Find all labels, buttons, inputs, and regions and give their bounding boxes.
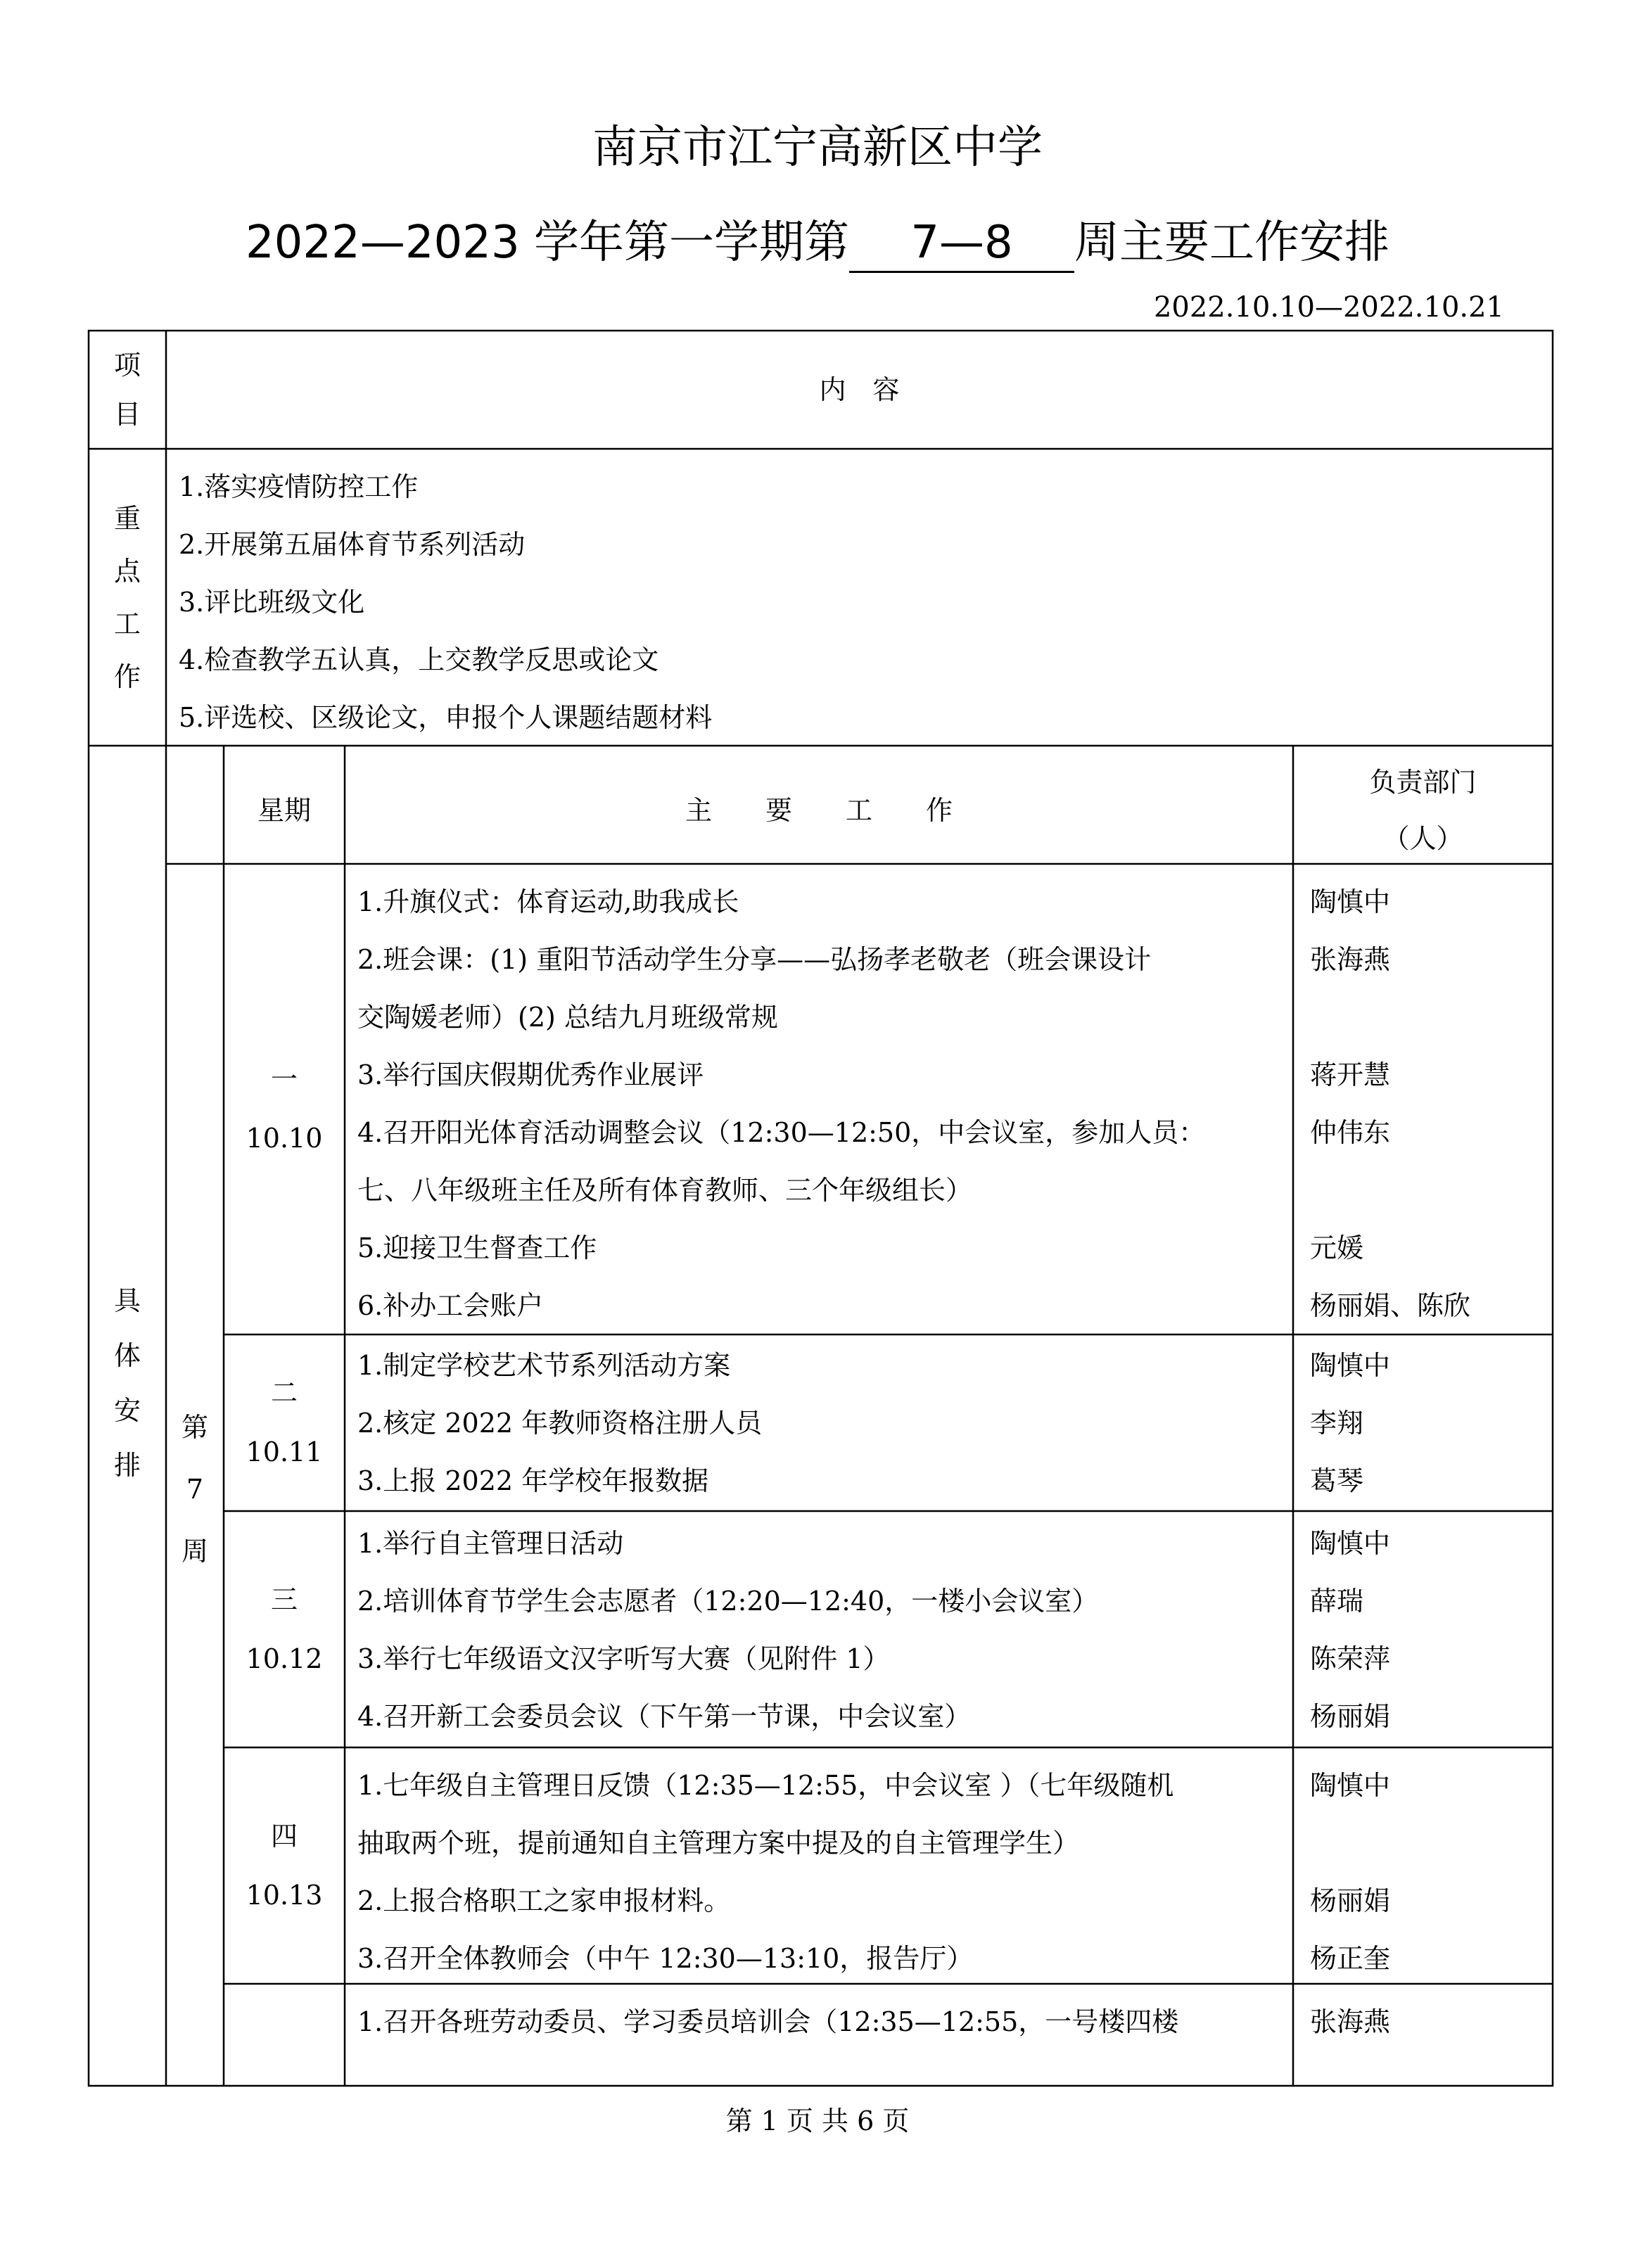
owner-line: 杨丽娟、陈欣 <box>1310 1290 1471 1321</box>
schedule-label-char: 排 <box>113 1450 141 1481</box>
key-work-label-char: 作 <box>113 661 141 692</box>
weekday-header: 星期 <box>257 795 311 826</box>
key-work-label-char: 工 <box>113 609 141 639</box>
day-label <box>224 1050 345 1168</box>
owner-header <box>1293 754 1553 867</box>
work-line: 1.举行自主管理日活动 <box>357 1528 624 1559</box>
work-line: 3.召开全体教师会（中午 12:30—13:10，报告厅） <box>357 1943 974 1974</box>
week-range: 7—8 <box>849 215 1074 273</box>
owner-header-line: 负责部门 <box>1369 767 1477 798</box>
weekday-name: 二 <box>270 1377 298 1408</box>
work-line: 七、八年级班主任及所有体育教师、三个年级组长） <box>357 1175 973 1206</box>
day-label <box>224 1570 345 1688</box>
key-work-label-char: 重 <box>113 503 141 534</box>
owner-line: 薛瑞 <box>1310 1586 1364 1617</box>
schedule-label-char: 安 <box>113 1395 141 1426</box>
week-label-char: 第 <box>181 1412 208 1443</box>
owner-line: 杨丽娟 <box>1310 1885 1391 1916</box>
date-range: 2022.10.10—2022.10.21 <box>1153 291 1504 324</box>
work-line: 6.补办工会账户 <box>357 1290 544 1321</box>
key-work-item: 5.评选校、区级论文，申报个人课题结题材料 <box>179 702 713 733</box>
work-line: 3.举行七年级语文汉字听写大赛（见附件 1） <box>357 1643 890 1674</box>
title-suffix: 周主要工作安排 <box>1074 217 1390 269</box>
work-line: 交陶媛老师）(2) 总结九月班级常规 <box>357 1002 778 1033</box>
owner-line: 蒋开慧 <box>1310 1059 1391 1090</box>
week-label <box>166 1396 224 1582</box>
school-title: 南京市江宁高新区中学 <box>592 122 1043 174</box>
work-line: 4.召开新工会委员会议（下午第一节课，中会议室） <box>357 1701 972 1732</box>
key-work-label-char: 点 <box>113 556 141 587</box>
owner-line: 陶慎中 <box>1310 1350 1391 1381</box>
weekday-name: 三 <box>270 1584 298 1615</box>
owner-line: 张海燕 <box>1310 944 1391 975</box>
owner-line: 杨正奎 <box>1310 1943 1391 1974</box>
owner-line: 张海燕 <box>1310 2006 1391 2037</box>
owner-line: 杨丽娟 <box>1310 1701 1391 1732</box>
weekday-name: 一 <box>270 1064 298 1095</box>
page-number: 第 1 页 共 6 页 <box>725 2105 910 2136</box>
key-work-item: 1.落实疫情防控工作 <box>179 471 419 502</box>
day-date: 10.12 <box>246 1643 323 1674</box>
week-label-char: 周 <box>181 1536 208 1567</box>
owner-header-line: （人） <box>1382 823 1463 854</box>
work-line: 1.升旗仪式：体育运动,助我成长 <box>357 886 739 917</box>
schedule-label-char: 体 <box>113 1340 141 1371</box>
work-line: 2.班会课：(1) 重阳节活动学生分享——弘扬孝老敬老（班会课设计 <box>357 944 1152 975</box>
key-work-item: 3.评比班级文化 <box>179 587 365 618</box>
work-line: 4.召开阳光体育活动调整会议（12:30—12:50，中会议室，参加人员： <box>357 1117 1206 1148</box>
schedule-label <box>89 1273 166 1493</box>
day-date: 10.13 <box>246 1880 323 1911</box>
day-label <box>224 1807 345 1925</box>
owner-line: 仲伟东 <box>1310 1117 1391 1148</box>
owner-line: 陈荣萍 <box>1310 1643 1391 1674</box>
work-line: 抽取两个班，提前通知自主管理方案中提及的自主管理学生） <box>357 1828 1080 1859</box>
work-line: 1.七年级自主管理日反馈（12:35—12:55，中会议室 ）（七年级随机 <box>357 1770 1174 1801</box>
work-line: 1.召开各班劳动委员、学习委员培训会（12:35—12:55，一号楼四楼 <box>357 2006 1179 2037</box>
work-line: 3.举行国庆假期优秀作业展评 <box>357 1059 704 1090</box>
day-date: 10.11 <box>246 1436 323 1467</box>
work-line: 2.培训体育节学生会志愿者（12:20—12:40，一楼小会议室） <box>357 1586 1099 1617</box>
title-prefix: 2022—2023 学年第一学期第 <box>245 217 850 269</box>
key-work-item: 4.检查教学五认真，上交教学反思或论文 <box>179 644 659 675</box>
item-header-char: 项 <box>113 350 141 381</box>
work-line: 5.迎接卫生督查工作 <box>357 1232 597 1263</box>
item-header-char: 目 <box>113 399 141 430</box>
work-header: 主 要 工 作 <box>685 795 953 826</box>
key-work-item: 2.开展第五届体育节系列活动 <box>179 529 526 560</box>
schedule-label-char: 具 <box>113 1285 141 1316</box>
owner-line: 陶慎中 <box>1310 1528 1391 1559</box>
owner-line: 陶慎中 <box>1310 886 1391 917</box>
item-header <box>89 340 166 439</box>
work-line: 1.制定学校艺术节系列活动方案 <box>357 1350 731 1381</box>
work-line: 2.核定 2022 年教师资格注册人员 <box>357 1408 763 1439</box>
owner-line: 元媛 <box>1310 1232 1364 1263</box>
owner-line: 李翔 <box>1310 1408 1364 1439</box>
owner-line: 葛琴 <box>1310 1465 1364 1496</box>
day-date: 10.10 <box>246 1123 323 1154</box>
content-header: 内 容 <box>819 374 900 405</box>
key-work-label <box>89 492 166 703</box>
weekday-name: 四 <box>270 1821 298 1852</box>
week-label-char: 7 <box>186 1474 204 1505</box>
work-line: 2.上报合格职工之家申报材料。 <box>357 1885 731 1916</box>
owner-line: 陶慎中 <box>1310 1770 1391 1801</box>
day-label <box>224 1363 345 1482</box>
work-line: 3.上报 2022 年学校年报数据 <box>357 1465 709 1496</box>
